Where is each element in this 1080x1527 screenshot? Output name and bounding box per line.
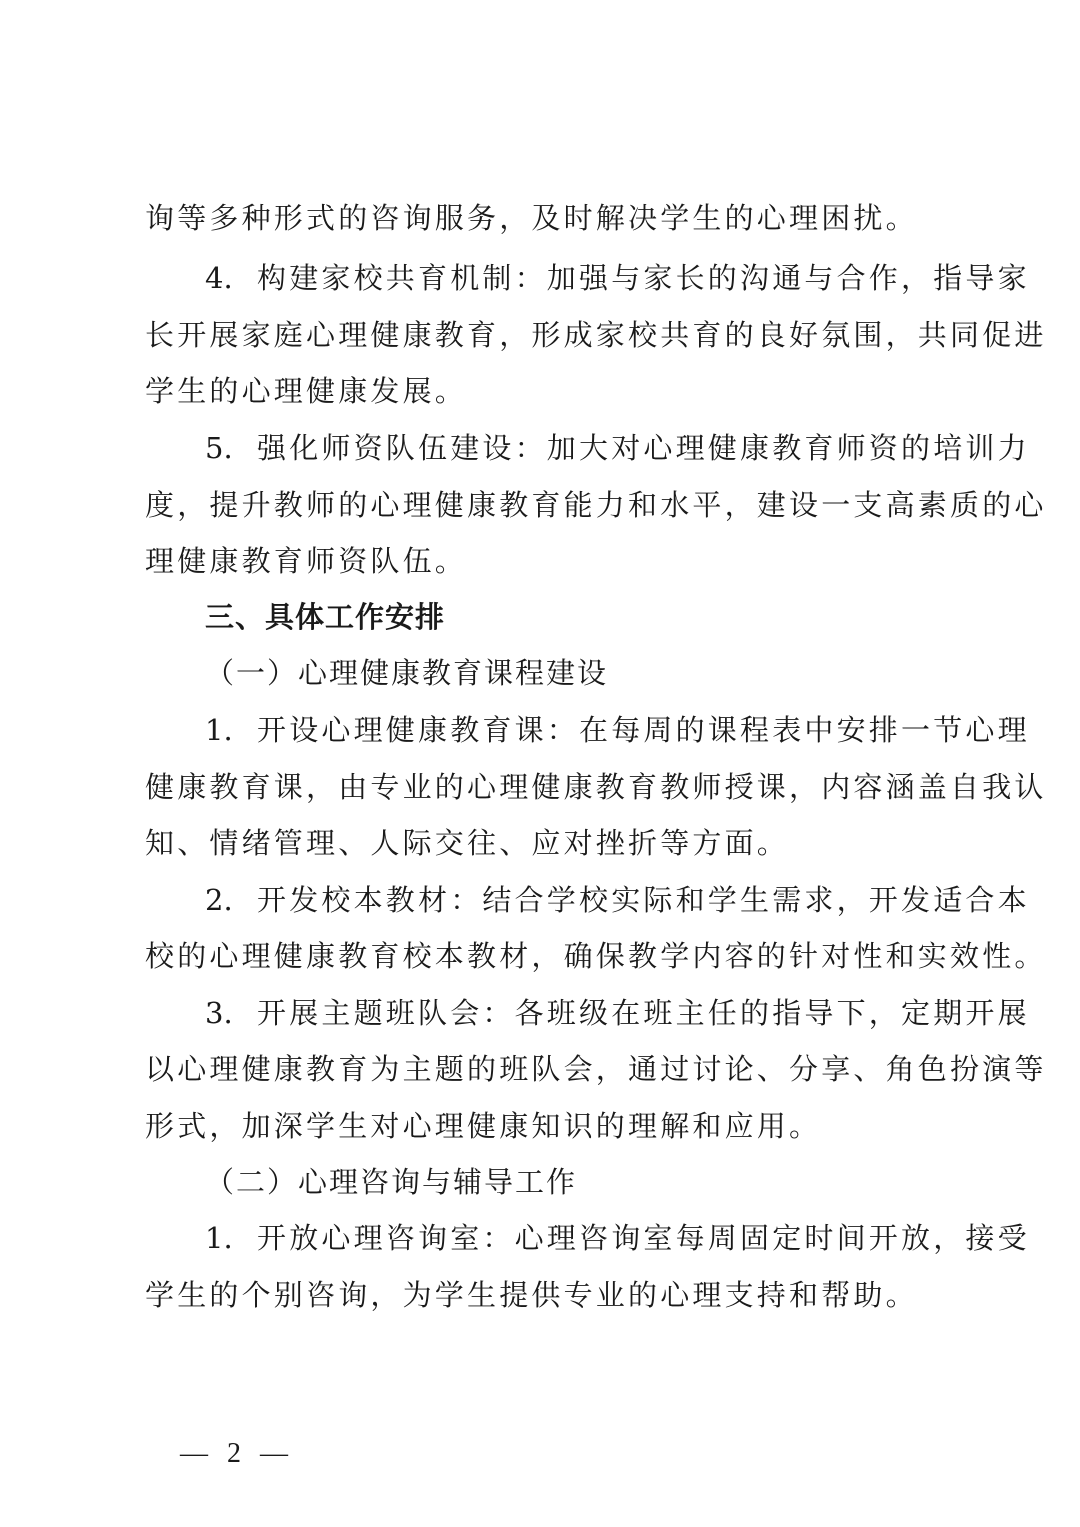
section-heading: 三、具体工作安排 [205, 600, 446, 634]
paragraph-line: 知、情绪管理、人际交往、应对挫折等方面。 [145, 826, 790, 860]
list-number: 5. [205, 431, 233, 465]
paragraph-line: 长开展家庭心理健康教育，形成家校共育的良好氛围，共同促进 [145, 318, 1047, 352]
subsection-heading: （二）心理咨询与辅导工作 [205, 1165, 578, 1199]
list-item-5 [205, 428, 1030, 468]
list-item-text: 开展主题班队会：各班级在班主任的指导下，定期开展 [257, 996, 1030, 1030]
list-item-text: 开设心理健康教育课：在每周的课程表中安排一节心理 [257, 713, 1030, 747]
paragraph-line: 度，提升教师的心理健康教育能力和水平，建设一支高素质的心 [145, 488, 1047, 522]
paragraph-line: 理健康教育师资队伍。 [145, 544, 468, 578]
paragraph-line: 形式，加深学生对心理健康知识的理解和应用。 [145, 1109, 822, 1143]
paragraph-line: 询等多种形式的咨询服务，及时解决学生的心理困扰。 [145, 201, 918, 235]
paragraph-line: 学生的个别咨询，为学生提供专业的心理支持和帮助。 [145, 1278, 918, 1312]
list-number: 3. [205, 996, 233, 1030]
list-item-1 [205, 1218, 1030, 1258]
list-item-4 [205, 258, 1030, 298]
paragraph-line: 健康教育课，由专业的心理健康教育教师授课，内容涵盖自我认 [145, 770, 1047, 804]
list-number: 1. [205, 1221, 233, 1255]
page-number: — 2 — [180, 1438, 294, 1469]
list-number: 4. [205, 261, 233, 295]
paragraph-line: 以心理健康教育为主题的班队会，通过讨论、分享、角色扮演等 [145, 1052, 1047, 1086]
list-item-2 [205, 880, 1030, 920]
list-item-text: 强化师资队伍建设：加大对心理健康教育师资的培训力 [257, 431, 1030, 465]
list-item-text: 开发校本教材：结合学校实际和学生需求，开发适合本 [257, 883, 1030, 917]
list-item-text: 开放心理咨询室：心理咨询室每周固定时间开放，接受 [257, 1221, 1030, 1255]
paragraph-line: 校的心理健康教育校本教材，确保教学内容的针对性和实效性。 [145, 939, 1047, 973]
paragraph-line: 学生的心理健康发展。 [145, 374, 468, 408]
subsection-heading: （一）心理健康教育课程建设 [205, 656, 609, 690]
list-item-1 [205, 710, 1030, 750]
list-item-3 [205, 993, 1030, 1033]
list-number: 1. [205, 713, 233, 747]
list-item-text: 构建家校共育机制：加强与家长的沟通与合作，指导家 [257, 261, 1030, 295]
list-number: 2. [205, 883, 233, 917]
